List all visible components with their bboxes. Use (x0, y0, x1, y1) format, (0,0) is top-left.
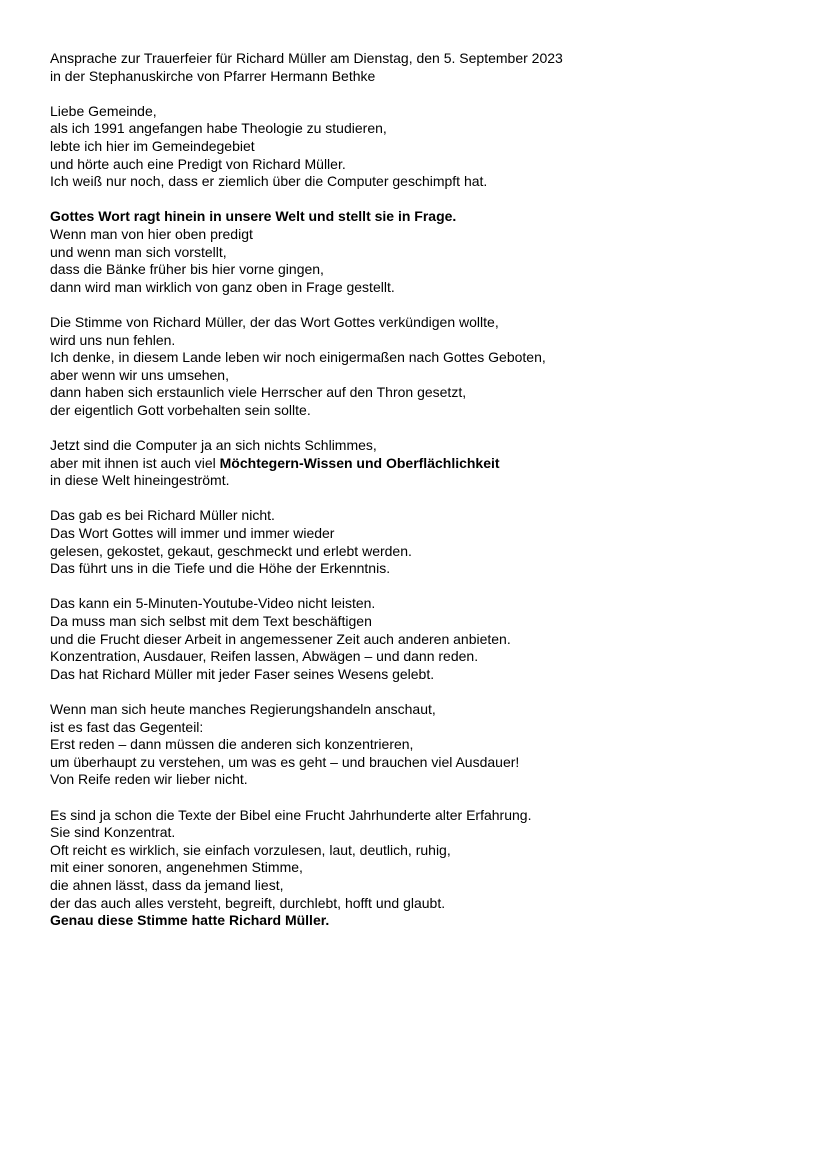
text-line: Von Reife reden wir lieber nicht. (50, 771, 248, 788)
paragraph-7 (50, 701, 790, 789)
text-line: Die Stimme von Richard Müller, der das Wort Gottes verkündigen wollte, (50, 313, 499, 330)
text-line: Ich weiß nur noch, dass er ziemlich über die Computer geschimpft hat. (50, 173, 488, 190)
text-line: Ich denke, in diesem Lande leben wir noch einigermaßen nach Gottes Geboten, (50, 349, 546, 366)
text-line: und hörte auch eine Predigt von Richard Müller. (50, 155, 346, 172)
text-line: Wenn man sich heute manches Regierungshandeln anschaut, (50, 700, 436, 717)
text-line: Das hat Richard Müller mit jeder Faser seines Wesens gelebt. (50, 665, 435, 682)
text-line: dass die Bänke früher bis hier vorne gingen, (50, 261, 324, 278)
bold-text-line: Genau diese Stimme hatte Richard Müller. (50, 912, 330, 929)
text-line: mit einer sonoren, angenehmen Stimme, (50, 859, 303, 876)
mixed-text-line (50, 455, 790, 473)
text-line: Da muss man sich selbst mit dem Text beschäftigen (50, 613, 372, 629)
paragraph-8 (50, 807, 790, 930)
text-line: und die Frucht dieser Arbeit in angemessener Zeit auch anderen anbieten. (50, 630, 511, 647)
text-line: Das Wort Gottes will immer und immer wieder (50, 525, 335, 542)
text-line: Jetzt sind die Computer ja an sich nichts Schlimmes, (50, 437, 377, 454)
text-segment: aber mit ihnen ist auch viel (50, 454, 220, 471)
text-line: lebte ich hier im Gemeindegebiet (50, 137, 255, 154)
text-line: wird uns nun fehlen. (50, 331, 176, 348)
text-line: aber wenn wir uns umsehen, (50, 366, 229, 383)
document-header (50, 50, 790, 85)
text-line: Das gab es bei Richard Müller nicht. (50, 507, 275, 524)
document-body (50, 50, 790, 947)
paragraph-6 (50, 595, 790, 683)
text-line: als ich 1991 angefangen habe Theologie zu studieren, (50, 120, 387, 137)
paragraph-3 (50, 314, 790, 420)
text-line: Das führt uns in die Tiefe und die Höhe der Erkenntnis. (50, 560, 391, 577)
text-line: Erst reden – dann müssen die anderen sich konzentrieren, (50, 736, 414, 753)
paragraph-1 (50, 103, 790, 191)
text-line: Das kann ein 5-Minuten-Youtube-Video nicht leisten. (50, 595, 376, 612)
text-line: und wenn man sich vorstellt, (50, 243, 227, 260)
text-line: in diese Welt hineingeströmt. (50, 472, 230, 489)
text-line: Liebe Gemeinde, (50, 102, 157, 119)
text-line: Es sind ja schon die Texte der Bibel eine Frucht Jahrhunderte alter Erfahrung. (50, 806, 532, 823)
paragraph-5 (50, 507, 790, 577)
text-line: Wenn man von hier oben predigt (50, 225, 253, 242)
text-line: ist es fast das Gegenteil: (50, 718, 204, 735)
bold-text-segment: Möchtegern-Wissen und Oberflächlichkeit (219, 454, 500, 471)
text-line: dann wird man wirklich von ganz oben in Frage gestellt. (50, 278, 395, 295)
text-line: Oft reicht es wirklich, sie einfach vorzulesen, laut, deutlich, ruhig, (50, 841, 451, 858)
text-line: gelesen, gekostet, gekaut, geschmeckt und erlebt werden. (50, 542, 412, 559)
header-line: Ansprache zur Trauerfeier für Richard Müller am Dienstag, den 5. September 2023 (50, 50, 563, 66)
text-line: der eigentlich Gott vorbehalten sein sollte. (50, 401, 311, 418)
text-line: die ahnen lässt, dass da jemand liest, (50, 876, 284, 893)
text-line: dann haben sich erstaunlich viele Herrscher auf den Thron gesetzt, (50, 384, 467, 401)
paragraph-4 (50, 437, 790, 490)
bold-text-line: Gottes Wort ragt hinein in unsere Welt und stellt sie in Frage. (50, 208, 457, 225)
text-line: um überhaupt zu verstehen, um was es geht – und brauchen viel Ausdauer! (50, 753, 520, 770)
text-line: Sie sind Konzentrat. (50, 824, 176, 841)
text-line: Konzentration, Ausdauer, Reifen lassen, Abwägen – und dann reden. (50, 648, 479, 665)
paragraph-2 (50, 208, 790, 296)
text-line: der das auch alles versteht, begreift, durchlebt, hofft und glaubt. (50, 894, 446, 911)
header-line: in der Stephanuskirche von Pfarrer Hermann Bethke (50, 67, 376, 84)
